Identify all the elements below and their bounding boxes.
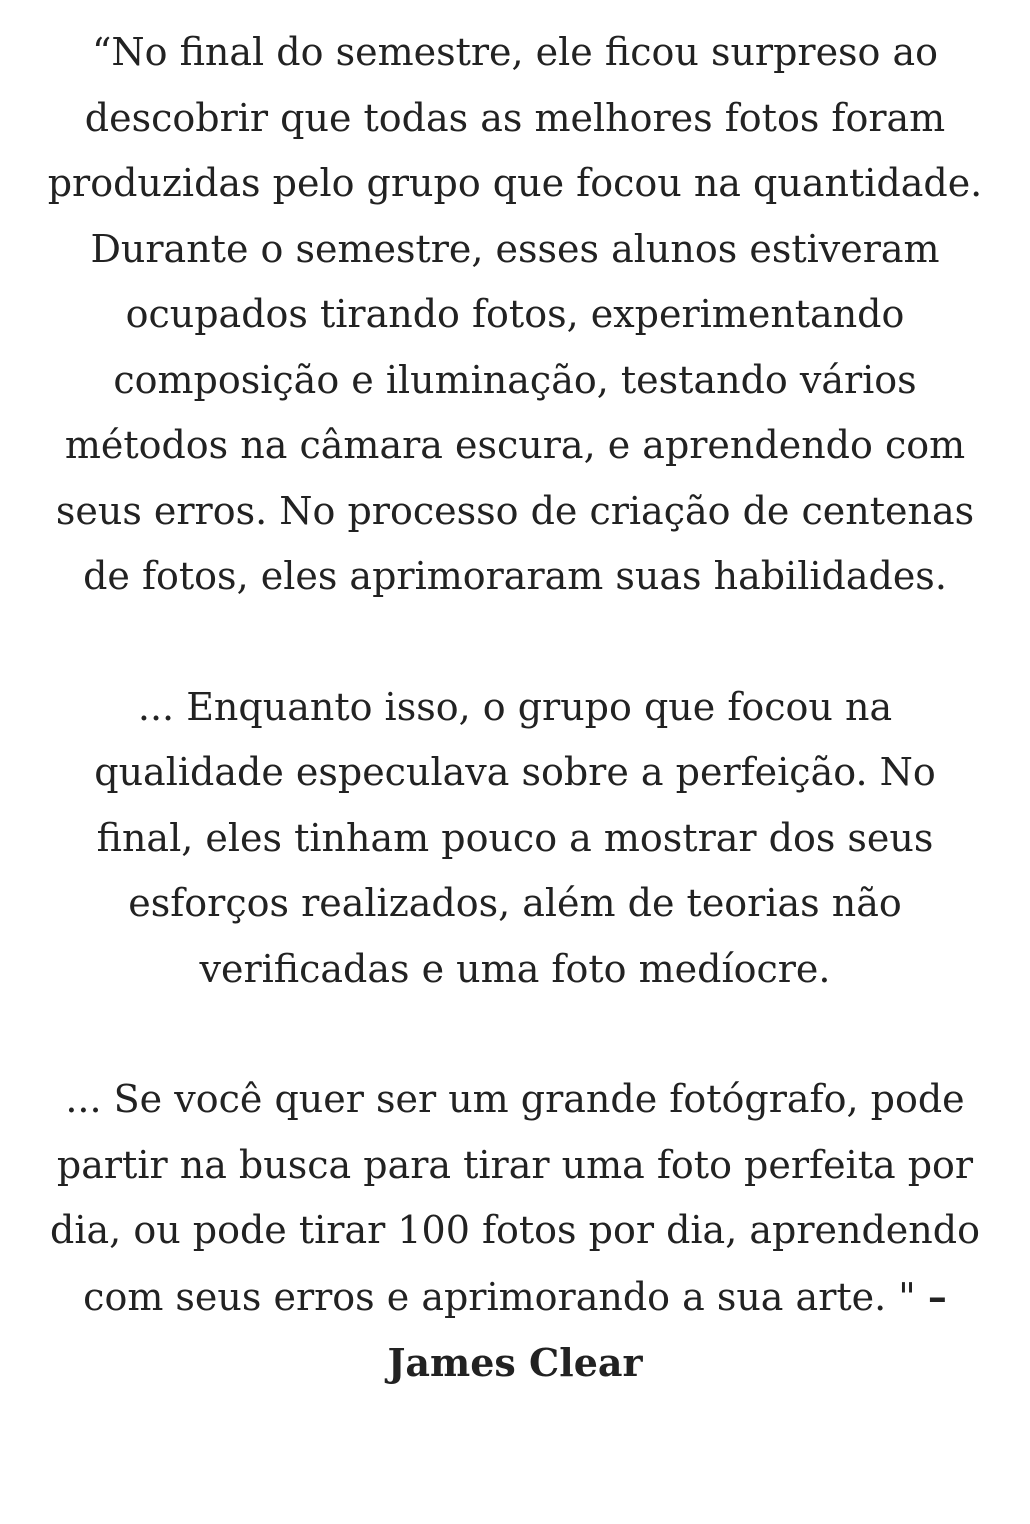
quote-paragraph-3: [40, 1067, 990, 1397]
quote-paragraph-2: ... Enquanto isso, o grupo que focou na qualidade especulava sobre a perfeição. No final, eles tinham pouco a mostrar dos seus esforços realizados, além de teorias não verificadas e uma foto medíocre.: [94, 684, 936, 991]
quote-block: [40, 20, 990, 1397]
quote-paragraph-3-text: ... Se você quer ser um grande fotógrafo, pode partir na busca para tirar uma foto perfeita por dia, ou pode tirar 100 fotos por dia, aprendendo com seus erros e aprimorando a sua arte. ": [50, 1077, 980, 1319]
quote-paragraph-1: “No final do semestre, ele ficou surpreso ao descobrir que todas as melhores fotos foram produzidas pelo grupo que focou na quantidade. Durante o semestre, esses alunos estiveram ocupados tirando fotos, experimentando composição e iluminação, testando vários métodos na câmara escura, e aprendendo com seus erros. No processo de criação de centenas de fotos, eles aprimoraram suas habilidades.: [47, 30, 983, 598]
quote-author: – James Clear: [387, 1273, 947, 1385]
